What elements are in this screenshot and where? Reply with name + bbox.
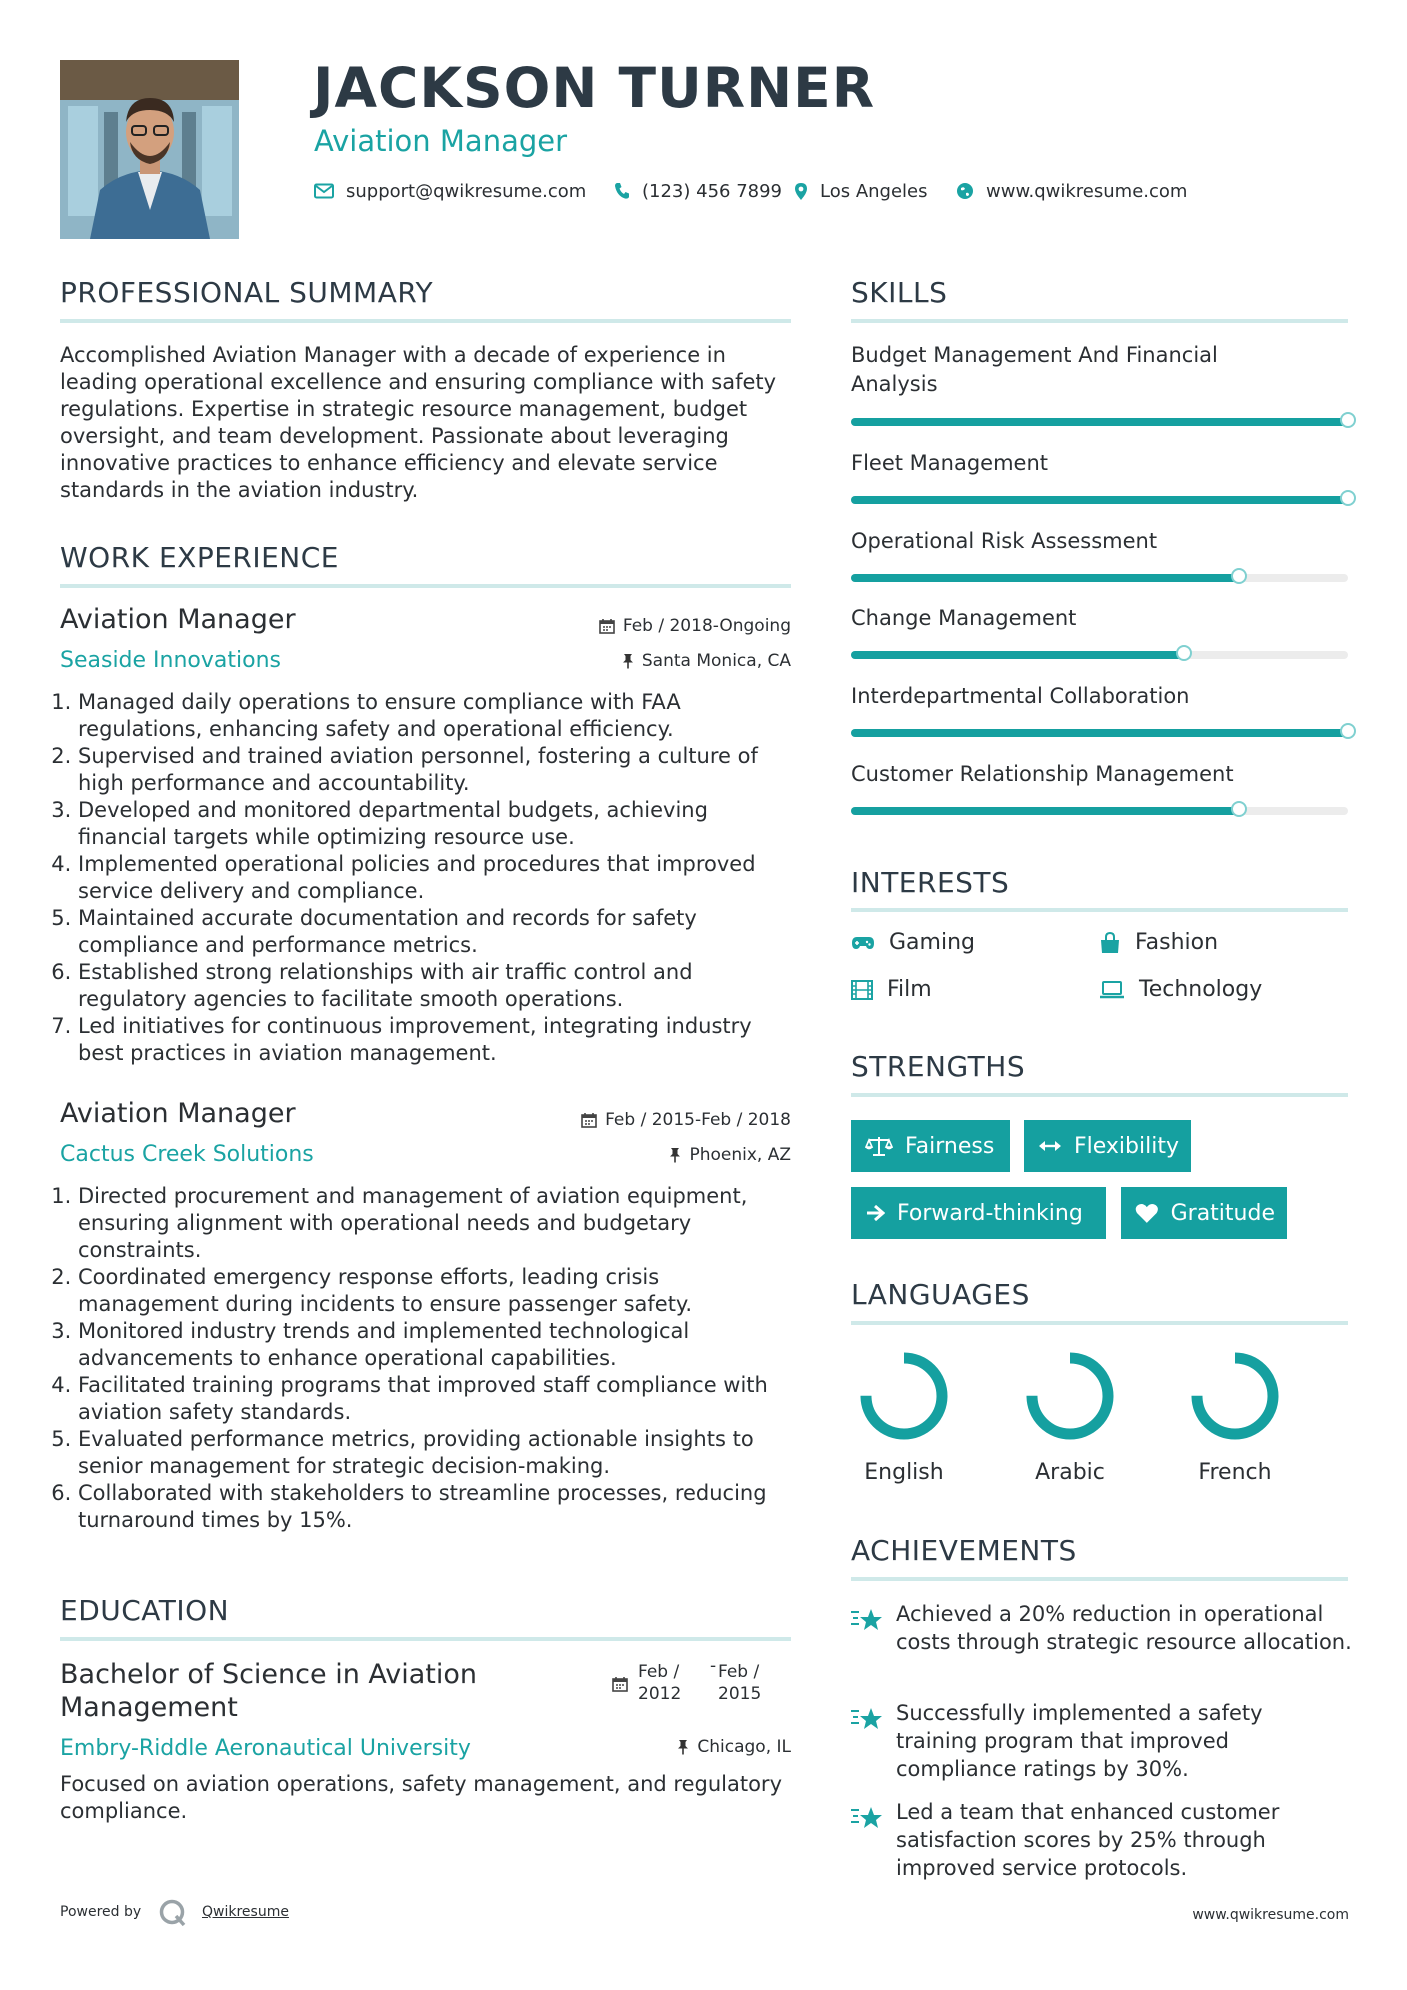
skill-1-fill	[851, 418, 1348, 426]
job-1-bullet-4: 4. Implemented operational policies and procedures that improved service delivery and compliance.	[78, 851, 791, 905]
job-2-date	[581, 1110, 791, 1130]
skill-6-label: Customer Relationship Management	[851, 762, 1234, 786]
job-1-bullet-2: 2. Supervised and trained aviation personnel, fostering a culture of high performance and accountability.	[78, 743, 791, 797]
phone-icon	[614, 182, 630, 200]
skill-4-bar	[851, 651, 1348, 659]
interest-gaming-label: Gaming	[889, 930, 975, 955]
achievements-divider	[851, 1577, 1348, 1581]
qwikresume-logo-icon	[158, 1898, 188, 1932]
interest-film-label: Film	[887, 977, 932, 1002]
job-2-bullet-6: 6. Collaborated with stakeholders to streamline processes, reducing turnaround times by 15%.	[78, 1480, 791, 1534]
interest-fashion-label: Fashion	[1135, 930, 1219, 955]
job-1-bullet-7: 7. Led initiatives for continuous improvement, integrating industry best practices in aviation management.	[78, 1013, 791, 1067]
skill-3-fill	[851, 574, 1239, 582]
skill-5-label: Interdepartmental Collaboration	[851, 684, 1190, 708]
arrow-right-icon	[865, 1204, 885, 1222]
achievement-2: Successfully implemented a safety training program that improved compliance ratings by 30%.	[896, 1701, 1263, 1781]
skill-3-knob	[1231, 568, 1247, 584]
globe-icon	[956, 182, 974, 200]
summary-text: Accomplished Aviation Manager with a decade of experience in leading operational excellence and ensuring compliance with safety regulations. Expertise in strategic resource management, budget oversight, and team development. Passionate about leveraging innovative practices to enhance efficiency and elevate service standards in the aviation industry.	[60, 343, 777, 502]
skill-1-label: Budget Management And Financial Analysis	[851, 343, 1218, 396]
film-icon	[851, 980, 873, 1000]
language-english-label: English	[864, 1460, 944, 1485]
strength-forward-thinking	[851, 1187, 1106, 1239]
skill-2-fill	[851, 496, 1348, 504]
job-2-bullet-2: 2. Coordinated emergency response efforts, leading crisis management during incidents to ensure passenger safety.	[78, 1264, 791, 1318]
strength-flexibility	[1024, 1120, 1191, 1172]
interests-divider	[851, 908, 1348, 912]
job-1-date	[599, 616, 791, 636]
shopping-bag-icon	[1099, 932, 1121, 954]
skill-2-bar	[851, 496, 1348, 504]
strength-forward-thinking-label: Forward-thinking	[897, 1200, 1083, 1226]
envelope-icon	[314, 183, 334, 199]
job-2-bullets	[60, 1183, 791, 1534]
skill-5-bar	[851, 729, 1348, 737]
summary-divider	[60, 319, 791, 323]
profile-photo	[60, 60, 239, 239]
languages-heading: LANGUAGES	[851, 1278, 1030, 1311]
skill-1-bar	[851, 418, 1348, 426]
education-divider	[60, 1637, 791, 1641]
job-2-location-text: Phoenix, AZ	[689, 1145, 791, 1165]
laptop-icon	[1099, 981, 1125, 999]
education-heading: EDUCATION	[60, 1594, 230, 1627]
education-date-dash: -	[710, 1656, 717, 1676]
job-2-bullet-4: 4. Facilitated training programs that improved staff compliance with aviation safety standards.	[78, 1372, 791, 1426]
contact-website[interactable]	[956, 179, 1187, 203]
job-1-location	[622, 651, 791, 671]
education-location	[677, 1737, 791, 1757]
language-arabic-ring	[1032, 1358, 1108, 1434]
experience-heading: WORK EXPERIENCE	[60, 541, 339, 574]
contact-website-text: www.qwikresume.com	[986, 180, 1188, 202]
skill-5-fill	[851, 729, 1348, 737]
shooting-star-icon	[850, 1606, 884, 1640]
job-1-bullet-1: 1. Managed daily operations to ensure compliance with FAA regulations, enhancing safety and operational efficiency.	[78, 689, 791, 743]
calendar-icon	[581, 1112, 597, 1128]
language-french-label: French	[1198, 1460, 1272, 1485]
job-2-date-text: Feb / 2015-Feb / 2018	[605, 1110, 791, 1130]
strength-gratitude-label: Gratitude	[1170, 1200, 1275, 1226]
languages-divider	[851, 1321, 1348, 1325]
education-school: Embry-Riddle Aeronautical University	[60, 1736, 471, 1761]
education-date-end: Feb / 2015	[718, 1662, 762, 1704]
summary-heading: PROFESSIONAL SUMMARY	[60, 276, 434, 309]
footer-powered-by: Powered by	[60, 1904, 142, 1920]
map-pin-icon	[794, 182, 808, 201]
interests-heading: INTERESTS	[851, 866, 1010, 899]
strength-gratitude	[1121, 1187, 1287, 1239]
contact-email-text: support@qwikresume.com	[346, 180, 587, 202]
strength-fairness-label: Fairness	[905, 1133, 995, 1159]
job-1-title: Aviation Manager	[60, 604, 296, 635]
interest-gaming	[851, 930, 975, 955]
skill-3-label: Operational Risk Assessment	[851, 529, 1158, 553]
skill-6-knob	[1231, 801, 1247, 817]
job-1-bullet-5: 5. Maintained accurate documentation and records for safety compliance and performance metrics.	[78, 905, 791, 959]
calendar-icon	[612, 1676, 628, 1696]
languages-chart	[851, 1346, 1348, 1496]
pushpin-icon	[669, 1147, 681, 1163]
skills-divider	[851, 319, 1348, 323]
balance-scale-icon	[865, 1135, 893, 1157]
pushpin-icon	[677, 1739, 689, 1755]
strength-flexibility-label: Flexibility	[1074, 1133, 1179, 1159]
skill-4-knob	[1176, 645, 1192, 661]
job-1-bullet-6: 6. Established strong relationships with air traffic control and regulatory agencies to facilitate smooth operations.	[78, 959, 791, 1013]
shooting-star-icon	[850, 1705, 884, 1739]
footer-url[interactable]: www.qwikresume.com	[1192, 1907, 1349, 1923]
language-arabic-label: Arabic	[1035, 1460, 1105, 1485]
skill-3-bar	[851, 574, 1348, 582]
education-location-text: Chicago, IL	[697, 1737, 791, 1757]
job-2-bullet-1: 1. Directed procurement and management of aviation equipment, ensuring alignment with operational needs and budgetary constraints.	[78, 1183, 791, 1264]
skill-4-label: Change Management	[851, 606, 1077, 630]
achievements-heading: ACHIEVEMENTS	[851, 1534, 1077, 1567]
contact-location	[794, 179, 928, 203]
skills-heading: SKILLS	[851, 276, 948, 309]
job-1-date-text: Feb / 2018-Ongoing	[622, 616, 791, 636]
footer-brand-link[interactable]: Qwikresume	[202, 1904, 289, 1920]
pushpin-icon	[622, 653, 634, 669]
achievement-1: Achieved a 20% reduction in operational costs through strategic resource allocation.	[896, 1602, 1352, 1654]
gamepad-icon	[851, 935, 875, 951]
job-2-bullet-3: 3. Monitored industry trends and implemented technological advancements to enhance operational capabilities.	[78, 1318, 791, 1372]
job-1-location-text: Santa Monica, CA	[641, 651, 791, 671]
contact-location-text: Los Angeles	[820, 180, 928, 202]
language-english-ring	[866, 1358, 942, 1434]
interest-film	[851, 977, 932, 1002]
skill-5-knob	[1340, 723, 1356, 739]
education-date-start: Feb / 2012	[638, 1662, 682, 1704]
job-2-title: Aviation Manager	[60, 1098, 296, 1129]
skill-2-knob	[1340, 490, 1356, 506]
skill-2-label: Fleet Management	[851, 451, 1048, 475]
contact-email[interactable]	[314, 179, 586, 203]
education-description: Focused on aviation operations, safety management, and regulatory compliance.	[60, 1772, 782, 1823]
strengths-divider	[851, 1093, 1348, 1097]
arrows-horizontal-icon	[1038, 1139, 1062, 1153]
interest-fashion	[1099, 930, 1218, 955]
job-2-company: Cactus Creek Solutions	[60, 1142, 314, 1167]
strengths-heading: STRENGTHS	[851, 1050, 1026, 1083]
contact-phone-text: (123) 456 7899	[642, 180, 783, 202]
skill-6-fill	[851, 807, 1239, 815]
skill-1-knob	[1340, 412, 1356, 428]
strength-fairness	[851, 1120, 1010, 1172]
job-1-bullets	[60, 689, 791, 1067]
achievement-3: Led a team that enhanced customer satisfaction scores by 25% through improved service protocols.	[896, 1800, 1280, 1880]
interest-technology	[1099, 977, 1262, 1002]
skill-4-fill	[851, 651, 1184, 659]
candidate-role: Aviation Manager	[314, 124, 568, 158]
job-1-bullet-3: 3. Developed and monitored departmental budgets, achieving financial targets while optimizing resource use.	[78, 797, 791, 851]
heart-icon	[1135, 1203, 1159, 1224]
education-degree: Bachelor of Science in Aviation Management	[60, 1659, 478, 1723]
job-1-company: Seaside Innovations	[60, 648, 281, 673]
skill-6-bar	[851, 807, 1348, 815]
calendar-icon	[599, 618, 615, 634]
contact-phone[interactable]	[614, 179, 782, 203]
job-2-location	[669, 1145, 791, 1165]
job-2-bullet-5: 5. Evaluated performance metrics, providing actionable insights to senior management for strategic decision-making.	[78, 1426, 791, 1480]
experience-divider	[60, 584, 791, 588]
shooting-star-icon	[850, 1804, 884, 1838]
interest-technology-label: Technology	[1139, 977, 1263, 1002]
language-french-ring	[1197, 1358, 1273, 1434]
candidate-name: JACKSON TURNER	[313, 56, 876, 120]
